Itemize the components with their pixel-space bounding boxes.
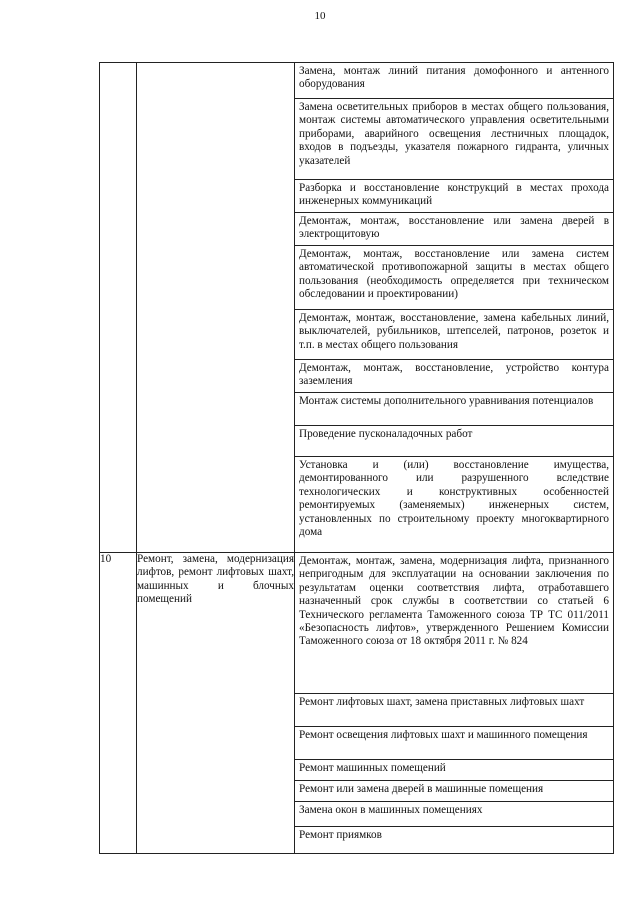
work-item: Ремонт освещения лифтовых шахт и машинного помещения [295,726,613,759]
work-item: Демонтаж, монтаж, замена, модернизация лифта, признанного непригодным для эксплуатации на основании заключения по результатам оценки соответствия лифта, отработавшего назначенный срок службы в соответствии со статьей 6 Технического регламента Таможенного союза ТР ТС 011/2011 «Безопасность лифтов», утвержденного Решением Комиссии Таможенного союза от 18 октября 2011 г. № 824 [299,555,609,648]
page-number: 10 [314,10,326,22]
table-row [100,63,614,553]
work-item: Проведение пусконаладочных работ [295,425,613,456]
work-item: Замена, монтаж линий питания домофонного и антенного оборудования [299,65,609,91]
work-item: Замена осветительных приборов в местах общего пользования, монтаж системы автоматического управления осветительными приборами, аварийного освещения лестничных площадок, входов в подъезды, указателя пожарного гидранта, уличных указателей [295,98,613,179]
work-item: Ремонт или замена дверей в машинные помещения [295,780,613,801]
row-name-cell [137,63,295,553]
works-cell [295,63,614,553]
work-item: Демонтаж, монтаж, восстановление или замена систем автоматической противопожарной защиты в местах общего пользования (необходимость определяется при техническом обследовании и проектировании) [295,245,613,309]
work-item: Демонтаж, монтаж, восстановление или замена дверей в электрощитовую [295,212,613,245]
work-item: Ремонт приямков [295,826,613,853]
work-item: Монтаж системы дополнительного уравнивания потенциалов [295,392,613,425]
works-table [99,62,614,854]
work-item: Установка и (или) восстановление имущества, демонтированного или разрушенного вследствие технологических и конструктивных особенностей ремонтируемых (заменяемых) инженерных систем, установленных по строительному проекту многоквартирного дома [295,456,613,552]
work-item: Демонтаж, монтаж, восстановление, замена кабельных линий, выключателей, рубильников, штепселей, патронов, розеток и т.п. в местах общего пользования [295,309,613,359]
row-number-cell [100,63,137,553]
work-item: Замена окон в машинных помещениях [295,801,613,826]
works-cell [295,553,614,854]
work-item: Демонтаж, монтаж, восстановление, устройство контура заземления [295,359,613,392]
work-item: Ремонт лифтовых шахт, замена приставных лифтовых шахт [295,693,613,726]
row-name-cell: Ремонт, замена, модернизация лифтов, ремонт лифтовых шахт, машинных и блочных помещений [137,553,295,854]
row-number-cell: 10 [100,553,137,854]
work-item: Разборка и восстановление конструкций в местах прохода инженерных коммуникаций [295,179,613,212]
table-row [100,553,614,854]
work-item: Ремонт машинных помещений [295,759,613,780]
